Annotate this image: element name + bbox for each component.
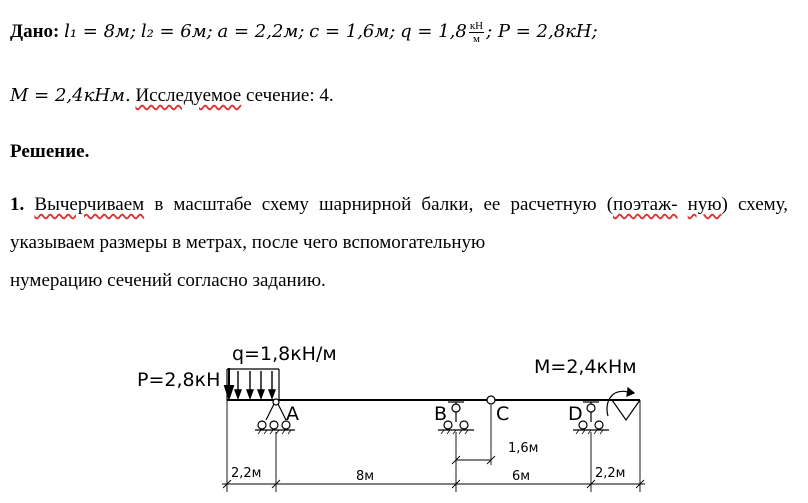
given-c: c = 1,6м; [309,20,396,42]
q-unit-numerator: кН [469,20,484,32]
force-p-arrow [225,368,233,398]
given-q: q = 1,8 [400,20,467,42]
step1-word2a: поэтаж- [613,194,678,215]
section-rest: сечение: 4. [245,85,334,106]
distributed-load-arrows [235,371,275,398]
section-word: Исследуемое [135,85,242,106]
step1-word2b: ную [687,194,722,215]
q-unit-denominator: м [472,33,480,45]
step1-text1: в масштабе схему шарнирной балки, ее расчетную ( [144,194,614,215]
dim-c-label: 1,6м [508,441,539,456]
support-d-label: D [568,403,583,425]
hinge-c-label: C [496,403,510,425]
dim-left-label: 2,2м [231,466,262,481]
step1-number: 1. [10,194,25,215]
given-l1: l₁ = 8м; [64,20,137,42]
moment-m-label: M=2,4кНм [534,356,637,378]
step1-text3: нумерацию сечений согласно заданию. [10,270,326,291]
given-p: ; P = 2,8кН; [486,20,598,42]
dim-6-label: 6м [512,469,531,484]
moment-m-symbol [607,388,640,420]
support-b-label: B [434,403,448,425]
given-l2: l₂ = 6м; [140,20,213,42]
hinge-c [487,396,495,404]
given-m: M = 2,4кНм. [10,85,131,106]
solution-heading: Решение. [10,141,90,162]
dim-8-label: 8м [356,469,375,484]
given-a: a = 2,2м; [217,20,305,42]
load-q-label: q=1,8кН/м [232,343,337,365]
step1-word1: Вычерчиваем [34,194,145,215]
load-p-label: P=2,8кН [137,369,221,391]
step1-text2: ) схему, указываем размеры в метрах, после чего вспомогательную [10,194,789,253]
given-label: Дано: [10,20,60,42]
support-a-label: A [286,403,299,425]
dim-right-label: 2,2м [595,466,626,481]
